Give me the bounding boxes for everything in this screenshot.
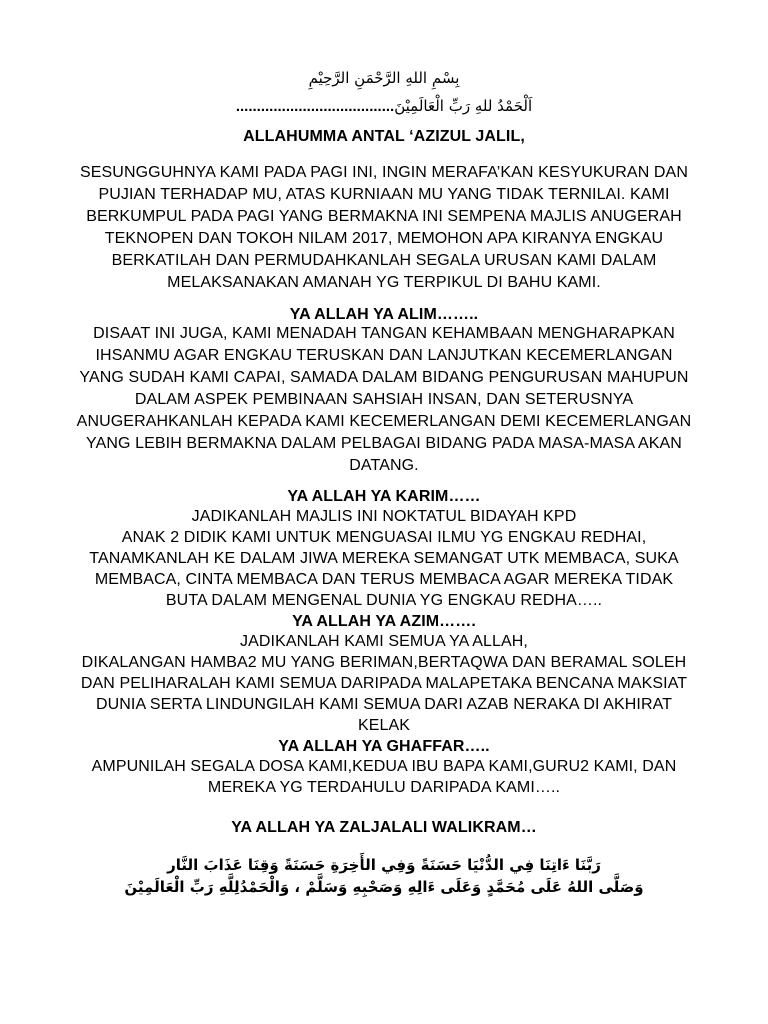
paragraph4-line: DUNIA SERTA LINDUNGILAH KAMI SEMUA DARI AZAB NERAKA DI AKHIRAT — [95, 696, 673, 713]
heading-ya-allah-ya-zaljalali-walikram: YA ALLAH YA ZALJALALI WALIKRAM… — [231, 819, 537, 836]
paragraph4-line: DAN PELIHARALAH KAMI SEMUA DARIPADA MALAPETAKA BENCANA MAKSIAT — [80, 675, 688, 692]
paragraph2-line: DALAM ASPEK PEMBINAAN SAHSIAH INSAN, DAN SETERUSNYA — [134, 391, 634, 408]
paragraph2-line: DISAAT INI JUGA, KAMI MENADAH TANGAN KEHAMBAAN MENGHARAPKAN — [93, 325, 675, 342]
heading-ya-allah-ya-alim: YA ALLAH YA ALIM…….. — [289, 306, 479, 323]
paragraph2-line: DATANG. — [349, 457, 419, 474]
alhamdulillah-dots: ...................................... — [235, 98, 395, 115]
closing-arabic-line: وَصَلَّى اللهُ عَلَى مُحَمَّدٍ وَعَلَى ءَالِهِ وَصَحْبِهِ وَسَلَّمْ ، وَالْحَمْدُلِلَّهِ رَبِّ الْعَالَمِيْنَ — [124, 878, 644, 896]
paragraph3-line: TANAMKANLAH KE DALAM JIWA MEREKA SEMANGAT UTK MEMBACA, SUKA — [89, 550, 679, 567]
paragraph4-line: DIKALANGAN HAMBA2 MU YANG BERIMAN,BERTAQWA DAN BERAMAL SOLEH — [81, 654, 687, 671]
paragraph3-line: MEMBACA, CINTA MEMBACA DAN TERUS MEMBACA AGAR MEREKA TIDAK — [94, 571, 674, 588]
heading-ya-allah-ya-karim: YA ALLAH YA KARIM…… — [287, 488, 481, 505]
closing-arabic-line: رَبَّنَا ءَاتِنَا فِي الدُّنْيَا حَسَنَةً وَفِي الأَخِرَةِ حَسَنَةً وَقِنَا عَذَابَ النَّار — [167, 856, 601, 874]
paragraph1-line: BERKATILAH DAN PERMUDAHKANLAH SEGALA URUSAN KAMI DALAM — [111, 252, 657, 269]
heading-ya-allah-ya-ghaffar: YA ALLAH YA GHAFFAR….. — [278, 738, 490, 755]
paragraph3-line: JADIKANLAH MAJLIS INI NOKTATUL BIDAYAH KPD — [191, 508, 577, 525]
paragraph1-line: BERKUMPUL PADA PAGI YANG BERMAKNA INI SEMPENA MAJLIS ANUGERAH — [86, 208, 682, 225]
paragraph3-line: BUTA DALAM MENGENAL DUNIA YG ENGKAU REDHA….. — [165, 592, 603, 609]
paragraph4-line: KELAK — [357, 717, 411, 734]
paragraph2-line: YANG SUDAH KAMI CAPAI, SAMADA DALAM BIDANG PENGURUSAN MAHUPUN — [79, 369, 689, 386]
paragraph2-line: YANG LEBIH BERMAKNA DALAM PELBAGAI BIDANG PADA MASA-MASA AKAN — [86, 435, 682, 452]
paragraph2-line: ANUGERAHKANLAH KEPADA KAMI KECEMERLANGAN DEMI KECEMERLANGAN — [76, 413, 692, 430]
alhamdulillah-arabic: اَلْحَمْدُ للهِ رَبِّ الْعَالَمِيْنَ — [394, 97, 533, 115]
paragraph1-line: TEKNOPEN DAN TOKOH NILAM 2017, MEMOHON APA KIRANYA ENGKAU — [104, 230, 664, 247]
heading-ya-allah-ya-azim: YA ALLAH YA AZIM……. — [292, 613, 476, 630]
bismillah: بِسْمِ اللهِ الرَّحْمَنِ الرَّحِيْمِ — [308, 69, 460, 87]
opening-heading: ALLAHUMMA ANTAL ‘AZIZUL JALIL, — [243, 128, 525, 145]
paragraph5-line: AMPUNILAH SEGALA DOSA KAMI,KEDUA IBU BAPA KAMI,GURU2 KAMI, DAN — [91, 758, 677, 775]
paragraph1-line: PUJIAN TERHADAP MU, ATAS KURNIAAN MU YANG TIDAK TERNILAI. KAMI — [98, 186, 670, 203]
paragraph1-line: MELAKSANAKAN AMANAH YG TERPIKUL DI BAHU KAMI. — [167, 274, 601, 291]
paragraph5-line: MEREKA YG TERDAHULU DARIPADA KAMI….. — [207, 779, 561, 796]
paragraph1-line: SESUNGGUHNYA KAMI PADA PAGI INI, INGIN MERAFA’KAN KESYUKURAN DAN — [79, 164, 688, 181]
alhamdulillah-line — [0, 96, 768, 117]
paragraph2-line: IHSANMU AGAR ENGKAU TERUSKAN DAN LANJUTKAN KECEMERLANGAN — [95, 347, 673, 364]
paragraph4-line: JADIKANLAH KAMI SEMUA YA ALLAH, — [240, 633, 528, 650]
paragraph3-line: ANAK 2 DIDIK KAMI UNTUK MENGUASAI ILMU YG ENGKAU REDHAI, — [121, 529, 647, 546]
